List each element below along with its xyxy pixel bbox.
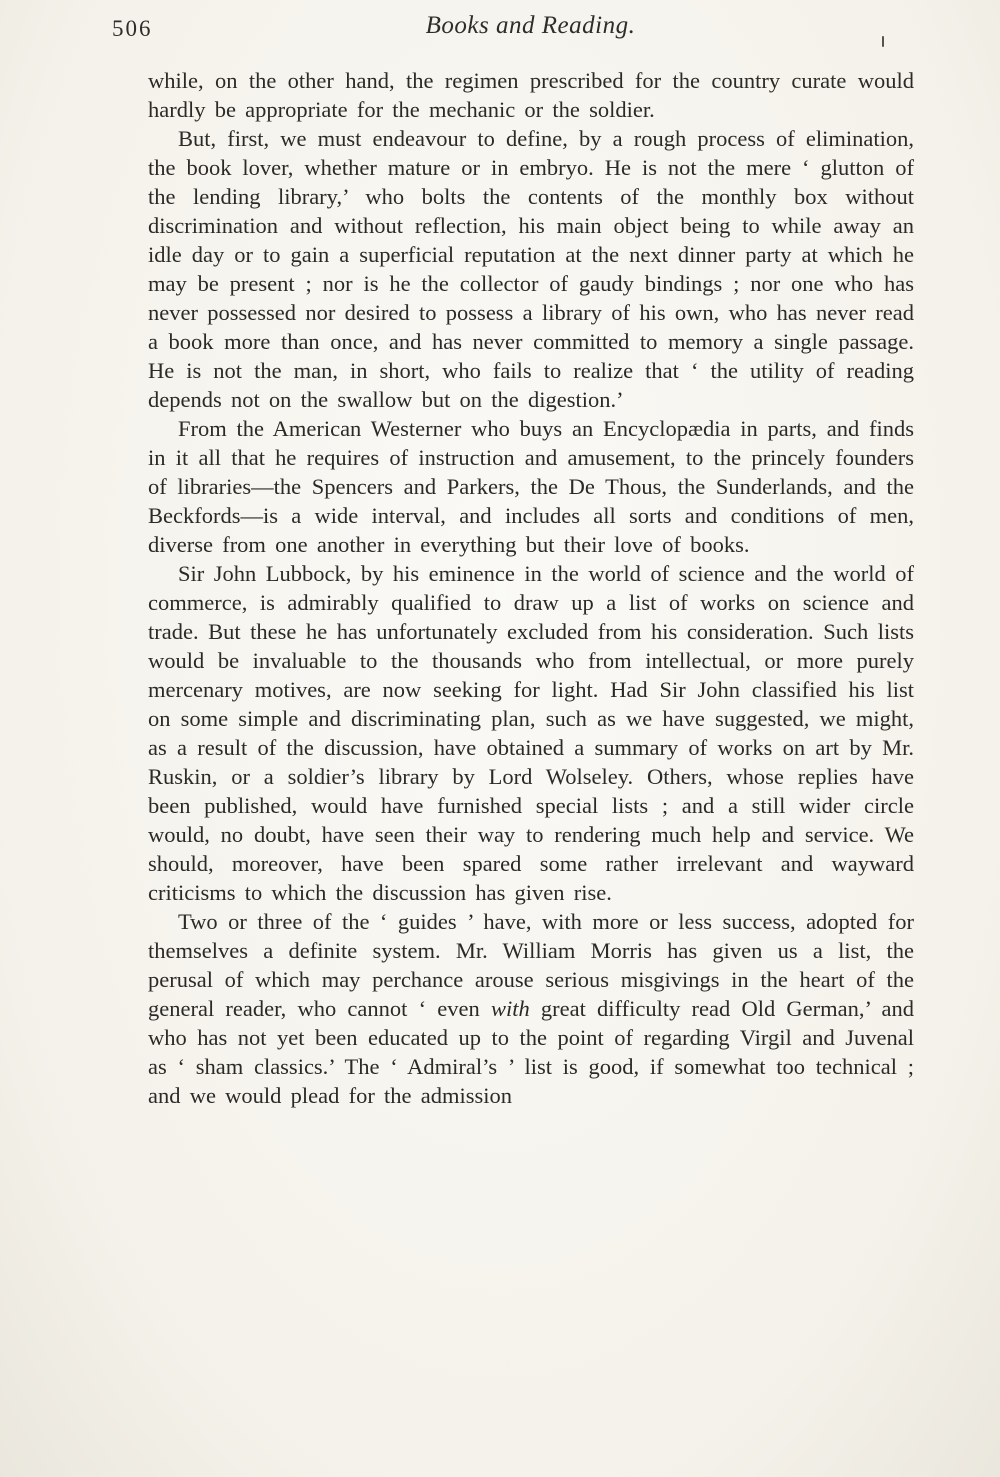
paragraph xyxy=(148,124,914,414)
page-header xyxy=(0,0,1000,60)
running-title: Books and Reading. xyxy=(425,12,636,39)
italic-text-run: with xyxy=(490,996,530,1021)
text-run: But, first, we must endeavour to define, by a rough process of elimination, the book lover, whether mature or in embryo. He is not the mere ‘ glutton of the lending library,’ who bolts the contents of the monthly box without discrimination and without reflection, his main object being to while away an idle day or to gain a superficial reputation at the next dinner party at which he may be present ; nor is he the collector of gaudy bindings ; nor one who has never possessed nor desired to possess a library of his own, who has never read a book more than once, and has never committed to memory a single passage. He is not the man, in short, who fails to realize that ‘ the utility of reading depends not on the swallow but on the digestion.’ xyxy=(148,126,914,412)
paragraph xyxy=(148,907,914,1110)
text-run: great difficulty read Old German,’ and who has not yet been educated up to the point of regarding Virgil and Juvenal as ‘ sham classics.’ The ‘ Admiral’s ’ list is good, if somewhat too technical ; and we would plead for the admission xyxy=(148,996,914,1108)
text-run: Sir John Lubbock, by his eminence in the world of science and the world of commerce, is admirably qualified to draw up a list of works on science and trade. But these he has unfortunately excluded from his consideration. Such lists would be invaluable to the thousands who from intellectual, or more purely mercenary motives, are now seeking for light. Had Sir John classified his list on some simple and discriminating plan, such as we have suggested, we might, as a result of the discussion, have obtained a summary of works on art by Mr. Ruskin, or a soldier’s library by Lord Wolseley. Others, whose replies have been published, would have furnished special lists ; and a still wider circle would, no doubt, have seen their way to rendering much help and service. We should, moreover, have been spared some rather irrelevant and wayward criticisms to which the discussion has given rise. xyxy=(148,561,914,905)
text-run: From the American Westerner who buys an Encyclopædia in parts, and finds in it all that he requires of instruction and amusement, to the princely founders of libraries—the Spencers and Parkers, the De Thous, the Sunderlands, and the Beckfords—is a wide interval, and includes all sorts and conditions of men, diverse from one another in everything but their love of books. xyxy=(148,416,914,557)
text-run: Two or three of the ‘ guides ’ have, with more or less success, adopted for themselves a definite system. Mr. William Morris has given us a list, the perusal of which may perchance arouse serious misgivings in the heart of the general reader, who cannot ‘ even xyxy=(148,909,914,1021)
paragraph xyxy=(148,414,914,559)
page-body xyxy=(148,66,914,1110)
paragraph xyxy=(148,66,914,124)
scan-artifact-mark xyxy=(882,36,884,47)
page-number: 506 xyxy=(112,16,153,41)
paragraph xyxy=(148,559,914,907)
text-run: while, on the other hand, the regimen prescribed for the country curate would hardly be appropriate for the mechanic or the soldier. xyxy=(148,68,914,122)
